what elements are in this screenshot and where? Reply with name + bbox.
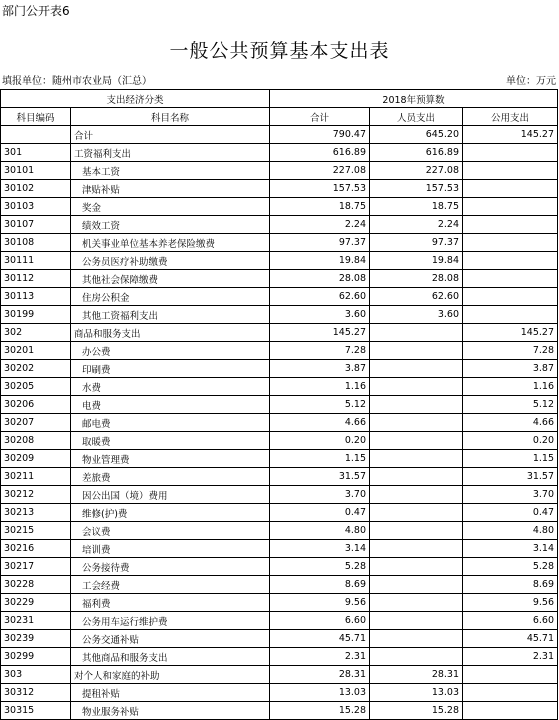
- cell-name: 维修(护)费: [71, 504, 270, 522]
- cell-public: 7.28: [463, 342, 558, 360]
- cell-public: 3.87: [463, 360, 558, 378]
- cell-code: 30208: [1, 432, 71, 450]
- table-row: [1, 288, 558, 306]
- cell-name: 物业服务补贴: [71, 702, 270, 720]
- cell-name: 工会经费: [71, 576, 270, 594]
- cell-name: 公务用车运行维护费: [71, 612, 270, 630]
- cell-code: 30312: [1, 684, 71, 702]
- cell-total: 3.87: [270, 360, 370, 378]
- cell-total: 2.31: [270, 648, 370, 666]
- table-row: [1, 432, 558, 450]
- table-row: [1, 594, 558, 612]
- header-personnel: 人员支出: [370, 108, 463, 126]
- cell-personnel: [370, 414, 463, 432]
- cell-name: 其他工资福利支出: [71, 306, 270, 324]
- cell-total: 227.08: [270, 162, 370, 180]
- cell-public: 4.80: [463, 522, 558, 540]
- header-code: 科目编码: [1, 108, 71, 126]
- cell-total: 7.28: [270, 342, 370, 360]
- currency-unit: 单位：万元: [506, 76, 556, 87]
- table-group-header-row: [1, 90, 558, 108]
- cell-public: 45.71: [463, 630, 558, 648]
- cell-total: 3.14: [270, 540, 370, 558]
- table-body: [1, 126, 558, 720]
- cell-public: [463, 702, 558, 720]
- cell-personnel: [370, 468, 463, 486]
- cell-code: 30111: [1, 252, 71, 270]
- table-row: [1, 612, 558, 630]
- cell-code: 301: [1, 144, 71, 162]
- cell-personnel: 227.08: [370, 162, 463, 180]
- cell-name: 办公费: [71, 342, 270, 360]
- cell-name: 取暖费: [71, 432, 270, 450]
- table-row: [1, 360, 558, 378]
- cell-total: 6.60: [270, 612, 370, 630]
- cell-name: 电费: [71, 396, 270, 414]
- table-row: [1, 558, 558, 576]
- cell-code: 30107: [1, 216, 71, 234]
- header-budget-year: 2018年预算数: [270, 90, 558, 108]
- cell-total: 62.60: [270, 288, 370, 306]
- cell-personnel: [370, 540, 463, 558]
- cell-public: 31.57: [463, 468, 558, 486]
- cell-name: 其他社会保障缴费: [71, 270, 270, 288]
- cell-code: 30202: [1, 360, 71, 378]
- cell-name: 邮电费: [71, 414, 270, 432]
- cell-name: 住房公积金: [71, 288, 270, 306]
- cell-name: 印刷费: [71, 360, 270, 378]
- cell-total: 8.69: [270, 576, 370, 594]
- cell-public: 8.69: [463, 576, 558, 594]
- cell-public: [463, 234, 558, 252]
- cell-personnel: 2.24: [370, 216, 463, 234]
- table-row: [1, 702, 558, 720]
- table-row: [1, 504, 558, 522]
- document-label: 部门公开表6: [2, 4, 70, 18]
- cell-total: 28.08: [270, 270, 370, 288]
- cell-personnel: [370, 504, 463, 522]
- cell-total: 145.27: [270, 324, 370, 342]
- cell-code: 30231: [1, 612, 71, 630]
- header-public: 公用支出: [463, 108, 558, 126]
- table-row: [1, 216, 558, 234]
- cell-public: 3.14: [463, 540, 558, 558]
- cell-name: 商品和服务支出: [71, 324, 270, 342]
- cell-name: 津贴补贴: [71, 180, 270, 198]
- table-row: [1, 252, 558, 270]
- cell-total: 3.60: [270, 306, 370, 324]
- header-total: 合计: [270, 108, 370, 126]
- cell-public: [463, 306, 558, 324]
- cell-personnel: [370, 378, 463, 396]
- cell-total: 157.53: [270, 180, 370, 198]
- cell-name: 公务接待费: [71, 558, 270, 576]
- cell-total: 97.37: [270, 234, 370, 252]
- cell-code: 30101: [1, 162, 71, 180]
- table-row: [1, 324, 558, 342]
- cell-name: 绩效工资: [71, 216, 270, 234]
- table-row: [1, 576, 558, 594]
- cell-name: 因公出国（境）费用: [71, 486, 270, 504]
- cell-personnel: [370, 396, 463, 414]
- cell-total: 616.89: [270, 144, 370, 162]
- table-column-header-row: [1, 108, 558, 126]
- cell-code: 30199: [1, 306, 71, 324]
- table-row: [1, 468, 558, 486]
- cell-public: [463, 666, 558, 684]
- cell-public: [463, 252, 558, 270]
- cell-personnel: 645.20: [370, 126, 463, 144]
- cell-code: 30103: [1, 198, 71, 216]
- table-row: [1, 486, 558, 504]
- cell-code: 30212: [1, 486, 71, 504]
- cell-personnel: [370, 324, 463, 342]
- cell-code: 30207: [1, 414, 71, 432]
- cell-name: 福利费: [71, 594, 270, 612]
- cell-personnel: [370, 486, 463, 504]
- table-row: [1, 630, 558, 648]
- cell-code: 30216: [1, 540, 71, 558]
- cell-name: 提租补贴: [71, 684, 270, 702]
- table-row: [1, 180, 558, 198]
- cell-personnel: [370, 450, 463, 468]
- cell-name: 会议费: [71, 522, 270, 540]
- header-economic-classification: 支出经济分类: [1, 90, 270, 108]
- cell-personnel: 97.37: [370, 234, 463, 252]
- cell-code: 30206: [1, 396, 71, 414]
- cell-total: 1.15: [270, 450, 370, 468]
- cell-public: 145.27: [463, 324, 558, 342]
- table-row: [1, 450, 558, 468]
- cell-public: 3.70: [463, 486, 558, 504]
- cell-personnel: [370, 612, 463, 630]
- cell-code: 30211: [1, 468, 71, 486]
- cell-code: 30113: [1, 288, 71, 306]
- cell-total: 19.84: [270, 252, 370, 270]
- cell-personnel: 28.08: [370, 270, 463, 288]
- cell-total: 5.12: [270, 396, 370, 414]
- cell-code: 30229: [1, 594, 71, 612]
- cell-code: 30201: [1, 342, 71, 360]
- cell-name: 公务交通补贴: [71, 630, 270, 648]
- cell-personnel: [370, 594, 463, 612]
- cell-name: 物业管理费: [71, 450, 270, 468]
- cell-total: 45.71: [270, 630, 370, 648]
- cell-total: 5.28: [270, 558, 370, 576]
- table-row: [1, 378, 558, 396]
- cell-total: 18.75: [270, 198, 370, 216]
- page-title: 一般公共预算基本支出表: [169, 40, 390, 62]
- cell-personnel: [370, 342, 463, 360]
- cell-total: 2.24: [270, 216, 370, 234]
- cell-name: 水费: [71, 378, 270, 396]
- budget-table: [0, 89, 558, 720]
- cell-code: 302: [1, 324, 71, 342]
- cell-name: 对个人和家庭的补助: [71, 666, 270, 684]
- cell-personnel: 28.31: [370, 666, 463, 684]
- cell-public: [463, 288, 558, 306]
- cell-code: 30217: [1, 558, 71, 576]
- cell-name: 基本工资: [71, 162, 270, 180]
- cell-public: 2.31: [463, 648, 558, 666]
- cell-total: 31.57: [270, 468, 370, 486]
- table-row: [1, 648, 558, 666]
- cell-public: 0.47: [463, 504, 558, 522]
- cell-personnel: [370, 432, 463, 450]
- cell-code: 30315: [1, 702, 71, 720]
- cell-code: 30205: [1, 378, 71, 396]
- cell-personnel: 62.60: [370, 288, 463, 306]
- cell-personnel: 18.75: [370, 198, 463, 216]
- cell-code: 30112: [1, 270, 71, 288]
- cell-personnel: 157.53: [370, 180, 463, 198]
- cell-total: 1.16: [270, 378, 370, 396]
- table-row: [1, 666, 558, 684]
- cell-name: 合计: [71, 126, 270, 144]
- cell-public: [463, 162, 558, 180]
- cell-public: 1.16: [463, 378, 558, 396]
- cell-total: 790.47: [270, 126, 370, 144]
- cell-code: [1, 126, 71, 144]
- cell-personnel: 19.84: [370, 252, 463, 270]
- cell-total: 9.56: [270, 594, 370, 612]
- reporting-unit: 填报单位：随州市农业局（汇总）: [2, 76, 152, 87]
- cell-name: 其他商品和服务支出: [71, 648, 270, 666]
- cell-public: [463, 144, 558, 162]
- cell-code: 30102: [1, 180, 71, 198]
- cell-personnel: [370, 360, 463, 378]
- cell-total: 0.47: [270, 504, 370, 522]
- cell-code: 30209: [1, 450, 71, 468]
- table-row: [1, 144, 558, 162]
- cell-personnel: 3.60: [370, 306, 463, 324]
- table-row: [1, 342, 558, 360]
- cell-code: 30215: [1, 522, 71, 540]
- cell-public: [463, 270, 558, 288]
- cell-public: 4.66: [463, 414, 558, 432]
- cell-personnel: [370, 558, 463, 576]
- cell-public: 145.27: [463, 126, 558, 144]
- cell-code: 30299: [1, 648, 71, 666]
- table-row: [1, 162, 558, 180]
- cell-code: 30239: [1, 630, 71, 648]
- table-row: [1, 522, 558, 540]
- cell-personnel: 13.03: [370, 684, 463, 702]
- cell-personnel: 15.28: [370, 702, 463, 720]
- cell-name: 机关事业单位基本养老保险缴费: [71, 234, 270, 252]
- table-row: [1, 540, 558, 558]
- cell-public: [463, 180, 558, 198]
- table-row: [1, 270, 558, 288]
- cell-personnel: [370, 522, 463, 540]
- cell-personnel: [370, 576, 463, 594]
- cell-public: [463, 198, 558, 216]
- cell-total: 13.03: [270, 684, 370, 702]
- cell-public: 9.56: [463, 594, 558, 612]
- cell-public: 6.60: [463, 612, 558, 630]
- cell-personnel: 616.89: [370, 144, 463, 162]
- cell-name: 奖金: [71, 198, 270, 216]
- header-name: 科目名称: [71, 108, 270, 126]
- cell-public: 1.15: [463, 450, 558, 468]
- table-row: [1, 126, 558, 144]
- cell-public: [463, 216, 558, 234]
- cell-total: 28.31: [270, 666, 370, 684]
- cell-public: 5.28: [463, 558, 558, 576]
- cell-personnel: [370, 648, 463, 666]
- table-row: [1, 396, 558, 414]
- cell-code: 30213: [1, 504, 71, 522]
- cell-total: 4.66: [270, 414, 370, 432]
- cell-name: 工资福利支出: [71, 144, 270, 162]
- cell-code: 30108: [1, 234, 71, 252]
- cell-total: 15.28: [270, 702, 370, 720]
- table-row: [1, 198, 558, 216]
- cell-total: 4.80: [270, 522, 370, 540]
- table-row: [1, 414, 558, 432]
- cell-total: 0.20: [270, 432, 370, 450]
- cell-code: 30228: [1, 576, 71, 594]
- cell-total: 3.70: [270, 486, 370, 504]
- table-row: [1, 306, 558, 324]
- cell-public: 0.20: [463, 432, 558, 450]
- cell-name: 差旅费: [71, 468, 270, 486]
- cell-name: 培训费: [71, 540, 270, 558]
- cell-public: 5.12: [463, 396, 558, 414]
- table-row: [1, 234, 558, 252]
- cell-code: 303: [1, 666, 71, 684]
- cell-name: 公务员医疗补助缴费: [71, 252, 270, 270]
- cell-personnel: [370, 630, 463, 648]
